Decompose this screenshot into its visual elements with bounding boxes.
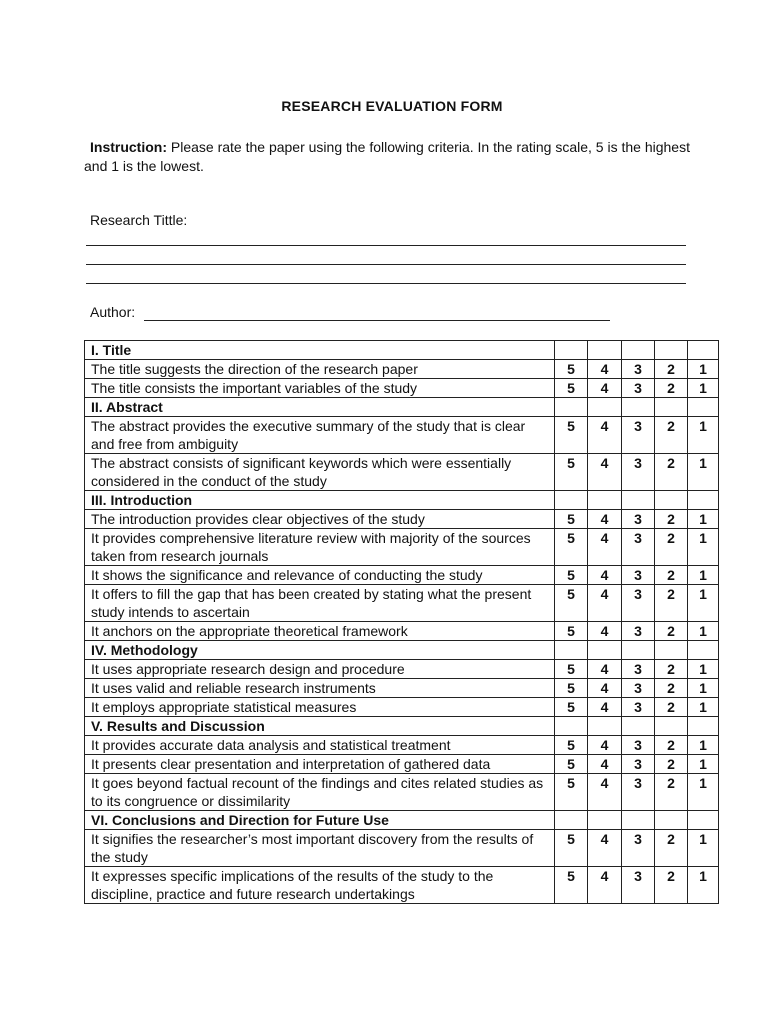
rating-option-5[interactable]: 5 <box>555 830 588 867</box>
rating-option-1[interactable]: 1 <box>688 755 719 774</box>
rating-option-2[interactable]: 2 <box>655 830 688 867</box>
rating-option-3[interactable]: 3 <box>622 585 655 622</box>
section-blank-cell <box>688 641 719 660</box>
criterion-row <box>85 529 719 566</box>
rating-option-2[interactable]: 2 <box>655 360 688 379</box>
section-blank-cell <box>588 491 622 510</box>
evaluation-table-body <box>85 341 719 904</box>
criterion-row <box>85 755 719 774</box>
section-blank-cell <box>588 641 622 660</box>
rating-option-3[interactable]: 3 <box>622 510 655 529</box>
rating-option-1[interactable]: 1 <box>688 529 719 566</box>
rating-option-1[interactable]: 1 <box>688 830 719 867</box>
rating-option-3[interactable]: 3 <box>622 417 655 454</box>
rating-option-1[interactable]: 1 <box>688 679 719 698</box>
rating-option-1[interactable]: 1 <box>688 774 719 811</box>
section-header-row <box>85 641 719 660</box>
rating-option-5[interactable]: 5 <box>555 622 588 641</box>
section-blank-cell <box>655 811 688 830</box>
rating-option-3[interactable]: 3 <box>622 698 655 717</box>
section-header-row <box>85 398 719 417</box>
criterion-row <box>85 510 719 529</box>
criterion-text: It expresses specific implications of the results of the study to the discipline, practice and future research undertakings <box>85 867 555 904</box>
rating-option-5[interactable]: 5 <box>555 585 588 622</box>
criterion-text: It anchors on the appropriate theoretical framework <box>85 622 555 641</box>
rating-option-4[interactable]: 4 <box>588 736 622 755</box>
rating-option-3[interactable]: 3 <box>622 660 655 679</box>
section-header-row <box>85 491 719 510</box>
rating-option-5[interactable]: 5 <box>555 736 588 755</box>
rating-option-1[interactable]: 1 <box>688 585 719 622</box>
rating-option-3[interactable]: 3 <box>622 679 655 698</box>
section-blank-cell <box>588 717 622 736</box>
section-heading: I. Title <box>85 341 555 360</box>
section-blank-cell <box>655 717 688 736</box>
research-title-line-3[interactable] <box>86 283 686 284</box>
rating-option-1[interactable]: 1 <box>688 417 719 454</box>
rating-option-4[interactable]: 4 <box>588 698 622 717</box>
rating-option-4[interactable]: 4 <box>588 529 622 566</box>
section-blank-cell <box>655 341 688 360</box>
rating-option-1[interactable]: 1 <box>688 566 719 585</box>
author-label: Author: <box>90 304 136 320</box>
criterion-text: It employs appropriate statistical measures <box>85 698 555 717</box>
criterion-row <box>85 736 719 755</box>
rating-option-4[interactable]: 4 <box>588 867 622 904</box>
rating-option-2[interactable]: 2 <box>655 379 688 398</box>
section-blank-cell <box>555 811 588 830</box>
research-title-line-2[interactable] <box>86 264 686 265</box>
section-blank-cell <box>588 398 622 417</box>
section-blank-cell <box>622 341 655 360</box>
rating-option-3[interactable]: 3 <box>622 755 655 774</box>
rating-option-5[interactable]: 5 <box>555 379 588 398</box>
rating-option-4[interactable]: 4 <box>588 360 622 379</box>
rating-option-2[interactable]: 2 <box>655 566 688 585</box>
rating-option-2[interactable]: 2 <box>655 755 688 774</box>
rating-option-5[interactable]: 5 <box>555 774 588 811</box>
criterion-text: It provides comprehensive literature review with majority of the sources taken from research journals <box>85 529 555 566</box>
rating-option-4[interactable]: 4 <box>588 510 622 529</box>
rating-option-4[interactable]: 4 <box>588 774 622 811</box>
rating-option-3[interactable]: 3 <box>622 360 655 379</box>
section-heading: V. Results and Discussion <box>85 717 555 736</box>
criterion-text: It uses valid and reliable research instruments <box>85 679 555 698</box>
rating-option-3[interactable]: 3 <box>622 774 655 811</box>
rating-option-4[interactable]: 4 <box>588 679 622 698</box>
section-blank-cell <box>655 491 688 510</box>
criterion-text: It goes beyond factual recount of the findings and cites related studies as to its congruence or dissimilarity <box>85 774 555 811</box>
rating-option-4[interactable]: 4 <box>588 417 622 454</box>
criterion-row <box>85 566 719 585</box>
criterion-text: The title suggests the direction of the research paper <box>85 360 555 379</box>
section-blank-cell <box>688 811 719 830</box>
criterion-row <box>85 679 719 698</box>
rating-option-3[interactable]: 3 <box>622 454 655 491</box>
rating-option-3[interactable]: 3 <box>622 736 655 755</box>
rating-option-4[interactable]: 4 <box>588 622 622 641</box>
section-blank-cell <box>555 341 588 360</box>
criterion-row <box>85 585 719 622</box>
research-title-line-1[interactable] <box>86 245 686 246</box>
section-header-row <box>85 811 719 830</box>
section-blank-cell <box>555 641 588 660</box>
section-blank-cell <box>622 398 655 417</box>
rating-option-5[interactable]: 5 <box>555 679 588 698</box>
section-blank-cell <box>655 641 688 660</box>
instruction-label: Instruction: <box>90 139 167 155</box>
section-blank-cell <box>622 717 655 736</box>
section-heading: IV. Methodology <box>85 641 555 660</box>
rating-option-3[interactable]: 3 <box>622 867 655 904</box>
rating-option-3[interactable]: 3 <box>622 622 655 641</box>
rating-option-2[interactable]: 2 <box>655 736 688 755</box>
rating-option-5[interactable]: 5 <box>555 698 588 717</box>
section-blank-cell <box>555 491 588 510</box>
rating-option-2[interactable]: 2 <box>655 529 688 566</box>
rating-option-1[interactable]: 1 <box>688 379 719 398</box>
criterion-row <box>85 698 719 717</box>
section-blank-cell <box>622 641 655 660</box>
criterion-text: It offers to fill the gap that has been created by stating what the present study intends to ascertain <box>85 585 555 622</box>
instruction-text: Please rate the paper using the following criteria. In the rating scale, 5 is the highest and 1 is the lowest. <box>84 139 690 174</box>
rating-option-1[interactable]: 1 <box>688 360 719 379</box>
rating-option-2[interactable]: 2 <box>655 454 688 491</box>
research-title-label: Research Tittle: <box>90 212 188 228</box>
rating-option-3[interactable]: 3 <box>622 566 655 585</box>
rating-option-2[interactable]: 2 <box>655 867 688 904</box>
rating-option-4[interactable]: 4 <box>588 566 622 585</box>
criterion-text: The introduction provides clear objectives of the study <box>85 510 555 529</box>
section-header-row <box>85 717 719 736</box>
rating-option-1[interactable]: 1 <box>688 454 719 491</box>
criterion-row <box>85 867 719 904</box>
section-blank-cell <box>688 398 719 417</box>
section-blank-cell <box>655 398 688 417</box>
rating-option-1[interactable]: 1 <box>688 622 719 641</box>
criterion-row <box>85 774 719 811</box>
rating-option-4[interactable]: 4 <box>588 755 622 774</box>
rating-option-5[interactable]: 5 <box>555 417 588 454</box>
criterion-row <box>85 417 719 454</box>
criterion-row <box>85 379 719 398</box>
rating-option-2[interactable]: 2 <box>655 698 688 717</box>
rating-option-1[interactable]: 1 <box>688 867 719 904</box>
form-title: RESEARCH EVALUATION FORM <box>281 98 503 114</box>
section-blank-cell <box>688 341 719 360</box>
criterion-text: It presents clear presentation and interpretation of gathered data <box>85 755 555 774</box>
rating-option-1[interactable]: 1 <box>688 698 719 717</box>
section-blank-cell <box>555 717 588 736</box>
section-blank-cell <box>622 491 655 510</box>
criterion-row <box>85 360 719 379</box>
criterion-text: The abstract provides the executive summary of the study that is clear and free from ambiguity <box>85 417 555 454</box>
section-blank-cell <box>588 811 622 830</box>
rating-option-2[interactable]: 2 <box>655 417 688 454</box>
rating-option-5[interactable]: 5 <box>555 566 588 585</box>
rating-option-2[interactable]: 2 <box>655 774 688 811</box>
rating-option-5[interactable]: 5 <box>555 867 588 904</box>
criterion-text: The title consists the important variables of the study <box>85 379 555 398</box>
rating-option-2[interactable]: 2 <box>655 622 688 641</box>
rating-option-4[interactable]: 4 <box>588 379 622 398</box>
instruction-paragraph <box>84 138 704 176</box>
criterion-row <box>85 830 719 867</box>
section-heading: III. Introduction <box>85 491 555 510</box>
section-blank-cell <box>555 398 588 417</box>
evaluation-table <box>84 340 719 904</box>
rating-option-5[interactable]: 5 <box>555 510 588 529</box>
rating-option-4[interactable]: 4 <box>588 830 622 867</box>
rating-option-3[interactable]: 3 <box>622 830 655 867</box>
rating-option-5[interactable]: 5 <box>555 360 588 379</box>
rating-option-4[interactable]: 4 <box>588 454 622 491</box>
criterion-text: It shows the significance and relevance of conducting the study <box>85 566 555 585</box>
criterion-text: The abstract consists of significant keywords which were essentially considered in the conduct of the study <box>85 454 555 491</box>
rating-option-2[interactable]: 2 <box>655 585 688 622</box>
rating-option-3[interactable]: 3 <box>622 379 655 398</box>
rating-option-1[interactable]: 1 <box>688 510 719 529</box>
rating-option-5[interactable]: 5 <box>555 660 588 679</box>
criterion-text: It provides accurate data analysis and statistical treatment <box>85 736 555 755</box>
rating-option-5[interactable]: 5 <box>555 454 588 491</box>
rating-option-2[interactable]: 2 <box>655 510 688 529</box>
rating-option-1[interactable]: 1 <box>688 660 719 679</box>
section-blank-cell <box>688 491 719 510</box>
rating-option-5[interactable]: 5 <box>555 755 588 774</box>
rating-option-2[interactable]: 2 <box>655 679 688 698</box>
section-blank-cell <box>688 717 719 736</box>
author-line[interactable] <box>144 320 610 321</box>
criterion-text: It uses appropriate research design and procedure <box>85 660 555 679</box>
criterion-text: It signifies the researcher’s most important discovery from the results of the study <box>85 830 555 867</box>
section-blank-cell <box>622 811 655 830</box>
rating-option-5[interactable]: 5 <box>555 529 588 566</box>
rating-option-4[interactable]: 4 <box>588 660 622 679</box>
section-header-row <box>85 341 719 360</box>
criterion-row <box>85 622 719 641</box>
rating-option-4[interactable]: 4 <box>588 585 622 622</box>
section-heading: VI. Conclusions and Direction for Future Use <box>85 811 555 830</box>
section-heading: II. Abstract <box>85 398 555 417</box>
rating-option-1[interactable]: 1 <box>688 736 719 755</box>
section-blank-cell <box>588 341 622 360</box>
rating-option-2[interactable]: 2 <box>655 660 688 679</box>
criterion-row <box>85 660 719 679</box>
criterion-row <box>85 454 719 491</box>
rating-option-3[interactable]: 3 <box>622 529 655 566</box>
